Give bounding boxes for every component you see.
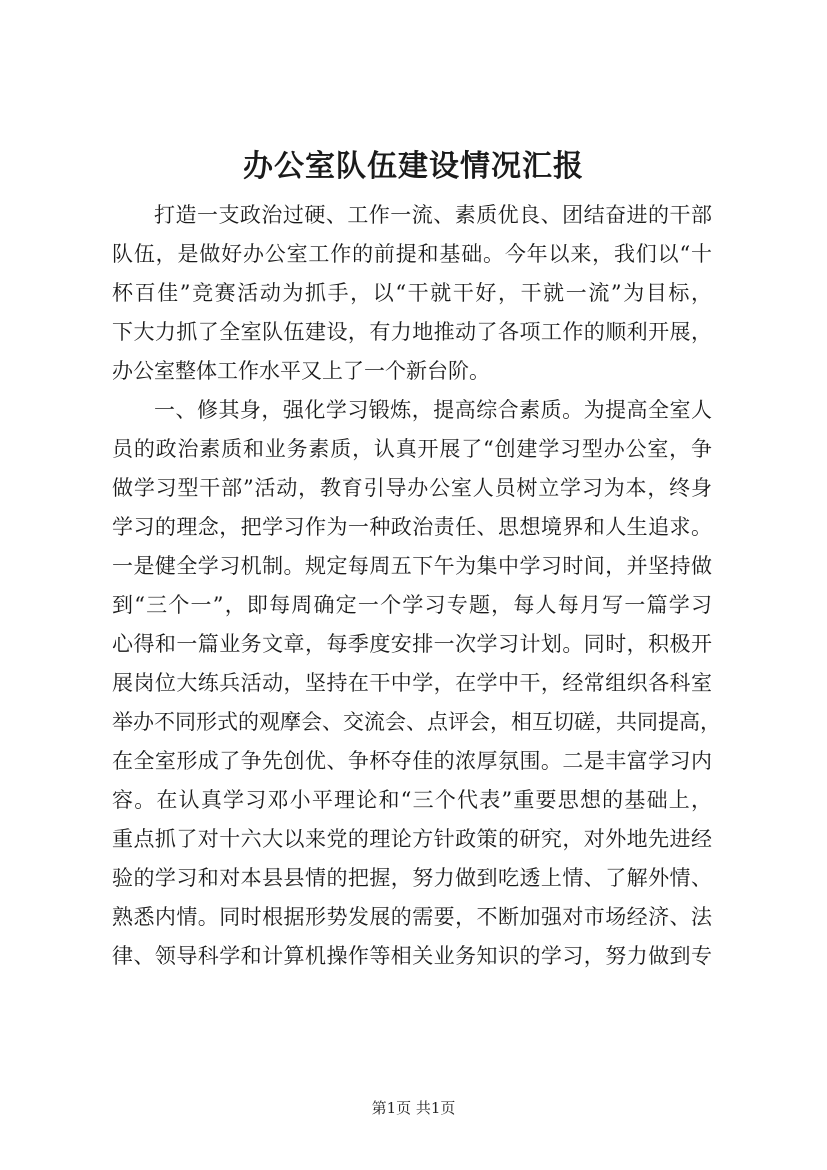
body-line: 做学习型干部”活动，教育引导办公室人员树立学习为本，终身 [112,476,712,500]
body-line: 员的政治素质和业务素质，认真开展了“创建学习型办公室，争 [112,437,712,461]
body-line: 容。在认真学习邓小平理论和“三个代表”重要思想的基础上， [112,788,712,812]
page-number-footer: 第1页 共1页 [371,1099,456,1117]
body-line: 验的学习和对本县县情的把握，努力做到吃透上情、了解外情、 [112,866,712,890]
body-line: 展岗位大练兵活动，坚持在干中学，在学中干，经常组织各科室 [112,671,712,695]
body-line: 杯百佳”竞赛活动为抓手，以“干就干好，干就一流”为目标， [112,281,712,305]
body-line: 下大力抓了全室队伍建设，有力地推动了各项工作的顺利开展， [112,320,712,344]
body-line: 举办不同形式的观摩会、交流会、点评会，相互切磋，共同提高， [112,710,721,734]
document-body [112,196,721,976]
body-line: 心得和一篇业务文章，每季度安排一次学习计划。同时，积极开 [112,632,712,656]
body-line: 学习的理念，把学习作为一种政治责任、思想境界和人生追求。 [112,515,712,539]
body-line: 一是健全学习机制。规定每周五下午为集中学习时间，并坚持做 [112,554,712,578]
body-line: 打造一支政治过硬、工作一流、素质优良、团结奋进的干部 [154,203,712,227]
body-line: 律、领导科学和计算机操作等相关业务知识的学习，努力做到专 [112,944,712,968]
body-line: 重点抓了对十六大以来党的理论方针政策的研究，对外地先进经 [112,827,712,851]
body-line: 办公室整体工作水平又上了一个新台阶。 [112,359,490,383]
body-line: 在全室形成了争先创优、争杯夺佳的浓厚氛围。二是丰富学习内 [112,749,712,773]
body-line: 一、修其身，强化学习锻炼，提高综合素质。为提高全室人 [154,398,712,422]
document-title: 办公室队伍建设情况汇报 [243,149,584,184]
body-line: 熟悉内情。同时根据形势发展的需要，不断加强对市场经济、法 [112,905,712,929]
body-line: 队伍，是做好办公室工作的前提和基础。今年以来，我们以“十 [112,242,712,266]
body-line: 到“三个一”，即每周确定一个学习专题，每人每月写一篇学习 [112,593,712,617]
